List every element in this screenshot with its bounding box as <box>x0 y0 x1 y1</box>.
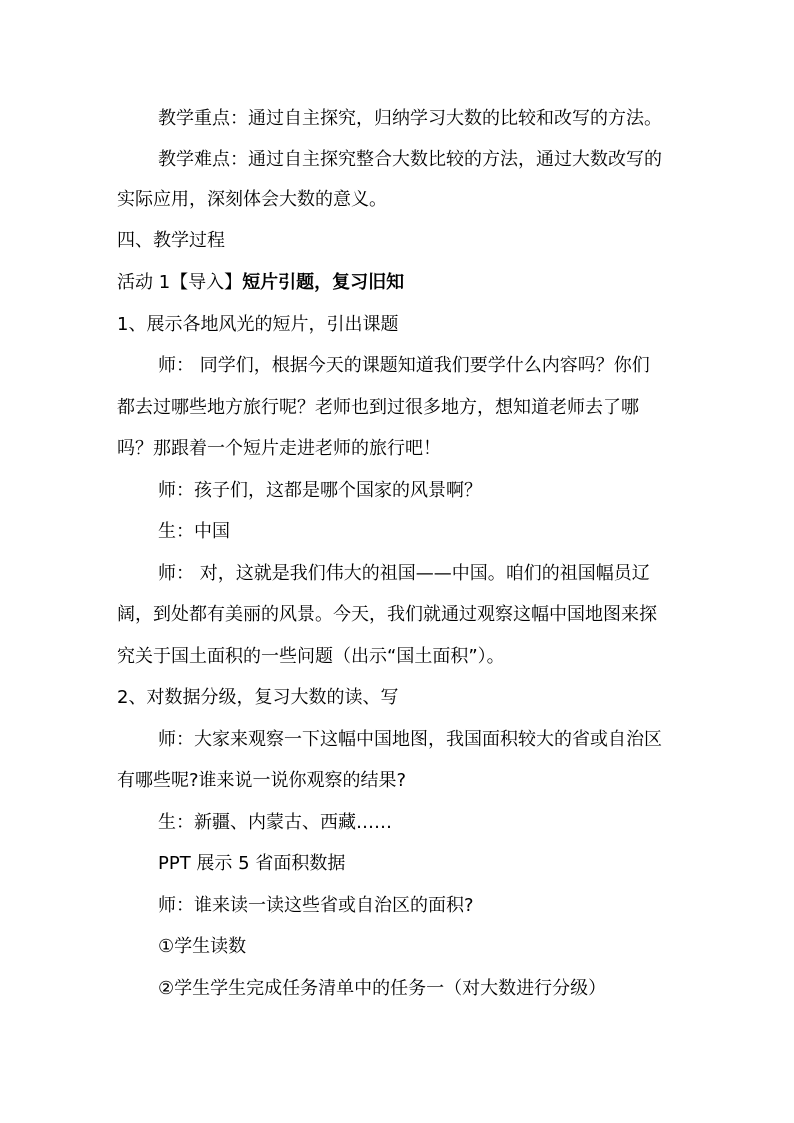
paragraph-line: 师：谁来读一读这些省或自治区的面积? <box>158 895 474 916</box>
activity-title: 短片引题，复习旧知 <box>242 272 405 293</box>
step-1-heading: 1、展示各地风光的短片，引出课题 <box>117 314 399 335</box>
paragraph-line: 师：孩子们，这都是哪个国家的风景啊？ <box>158 480 482 501</box>
paragraph-line: 吗？那跟着一个短片走进老师的旅行吧！ <box>117 438 441 459</box>
paragraph-line: 生：中国 <box>158 521 230 542</box>
activity-label: 活动 1【导入】 <box>117 272 243 293</box>
paragraph-line: PPT 展示 5 省面积数据 <box>158 853 346 874</box>
teaching-difficulty-line: 教学难点：通过自主探究整合大数比较的方法，通过大数改写的 <box>158 149 662 170</box>
step-2-heading: 2、对数据分级，复习大数的读、写 <box>117 687 399 708</box>
paragraph-line: 生：新疆、内蒙古、西藏…… <box>158 812 392 833</box>
paragraph-line: 有哪些呢?谁来说一说你观察的结果? <box>117 770 407 791</box>
paragraph-line: 阔，到处都有美丽的风景。今天，我们就通过观察这幅中国地图来探 <box>117 604 657 625</box>
paragraph-line: 都去过哪些地方旅行呢？老师也到过很多地方，想知道老师去了哪 <box>117 397 639 418</box>
section-heading: 四、教学过程 <box>117 230 225 251</box>
paragraph-line: 师： 对，这就是我们伟大的祖国——中国。咱们的祖国幅员辽 <box>158 563 650 584</box>
list-item: ①学生读数 <box>158 936 247 957</box>
paragraph-line: 师：大家来观察一下这幅中国地图，我国面积较大的省或自治区 <box>158 729 662 750</box>
teaching-focus-line: 教学重点：通过自主探究，归纳学习大数的比较和改写的方法。 <box>158 108 662 129</box>
paragraph-line: 究关于国土面积的一些问题（出示“国土面积”）。 <box>117 646 505 667</box>
activity-heading <box>117 271 404 295</box>
list-item: ②学生学生完成任务清单中的任务一（对大数进行分级） <box>158 978 607 999</box>
teaching-difficulty-continuation: 实际应用，深刻体会大数的意义。 <box>117 189 387 210</box>
paragraph-line: 师： 同学们，根据今天的课题知道我们要学什么内容吗？你们 <box>158 355 650 376</box>
